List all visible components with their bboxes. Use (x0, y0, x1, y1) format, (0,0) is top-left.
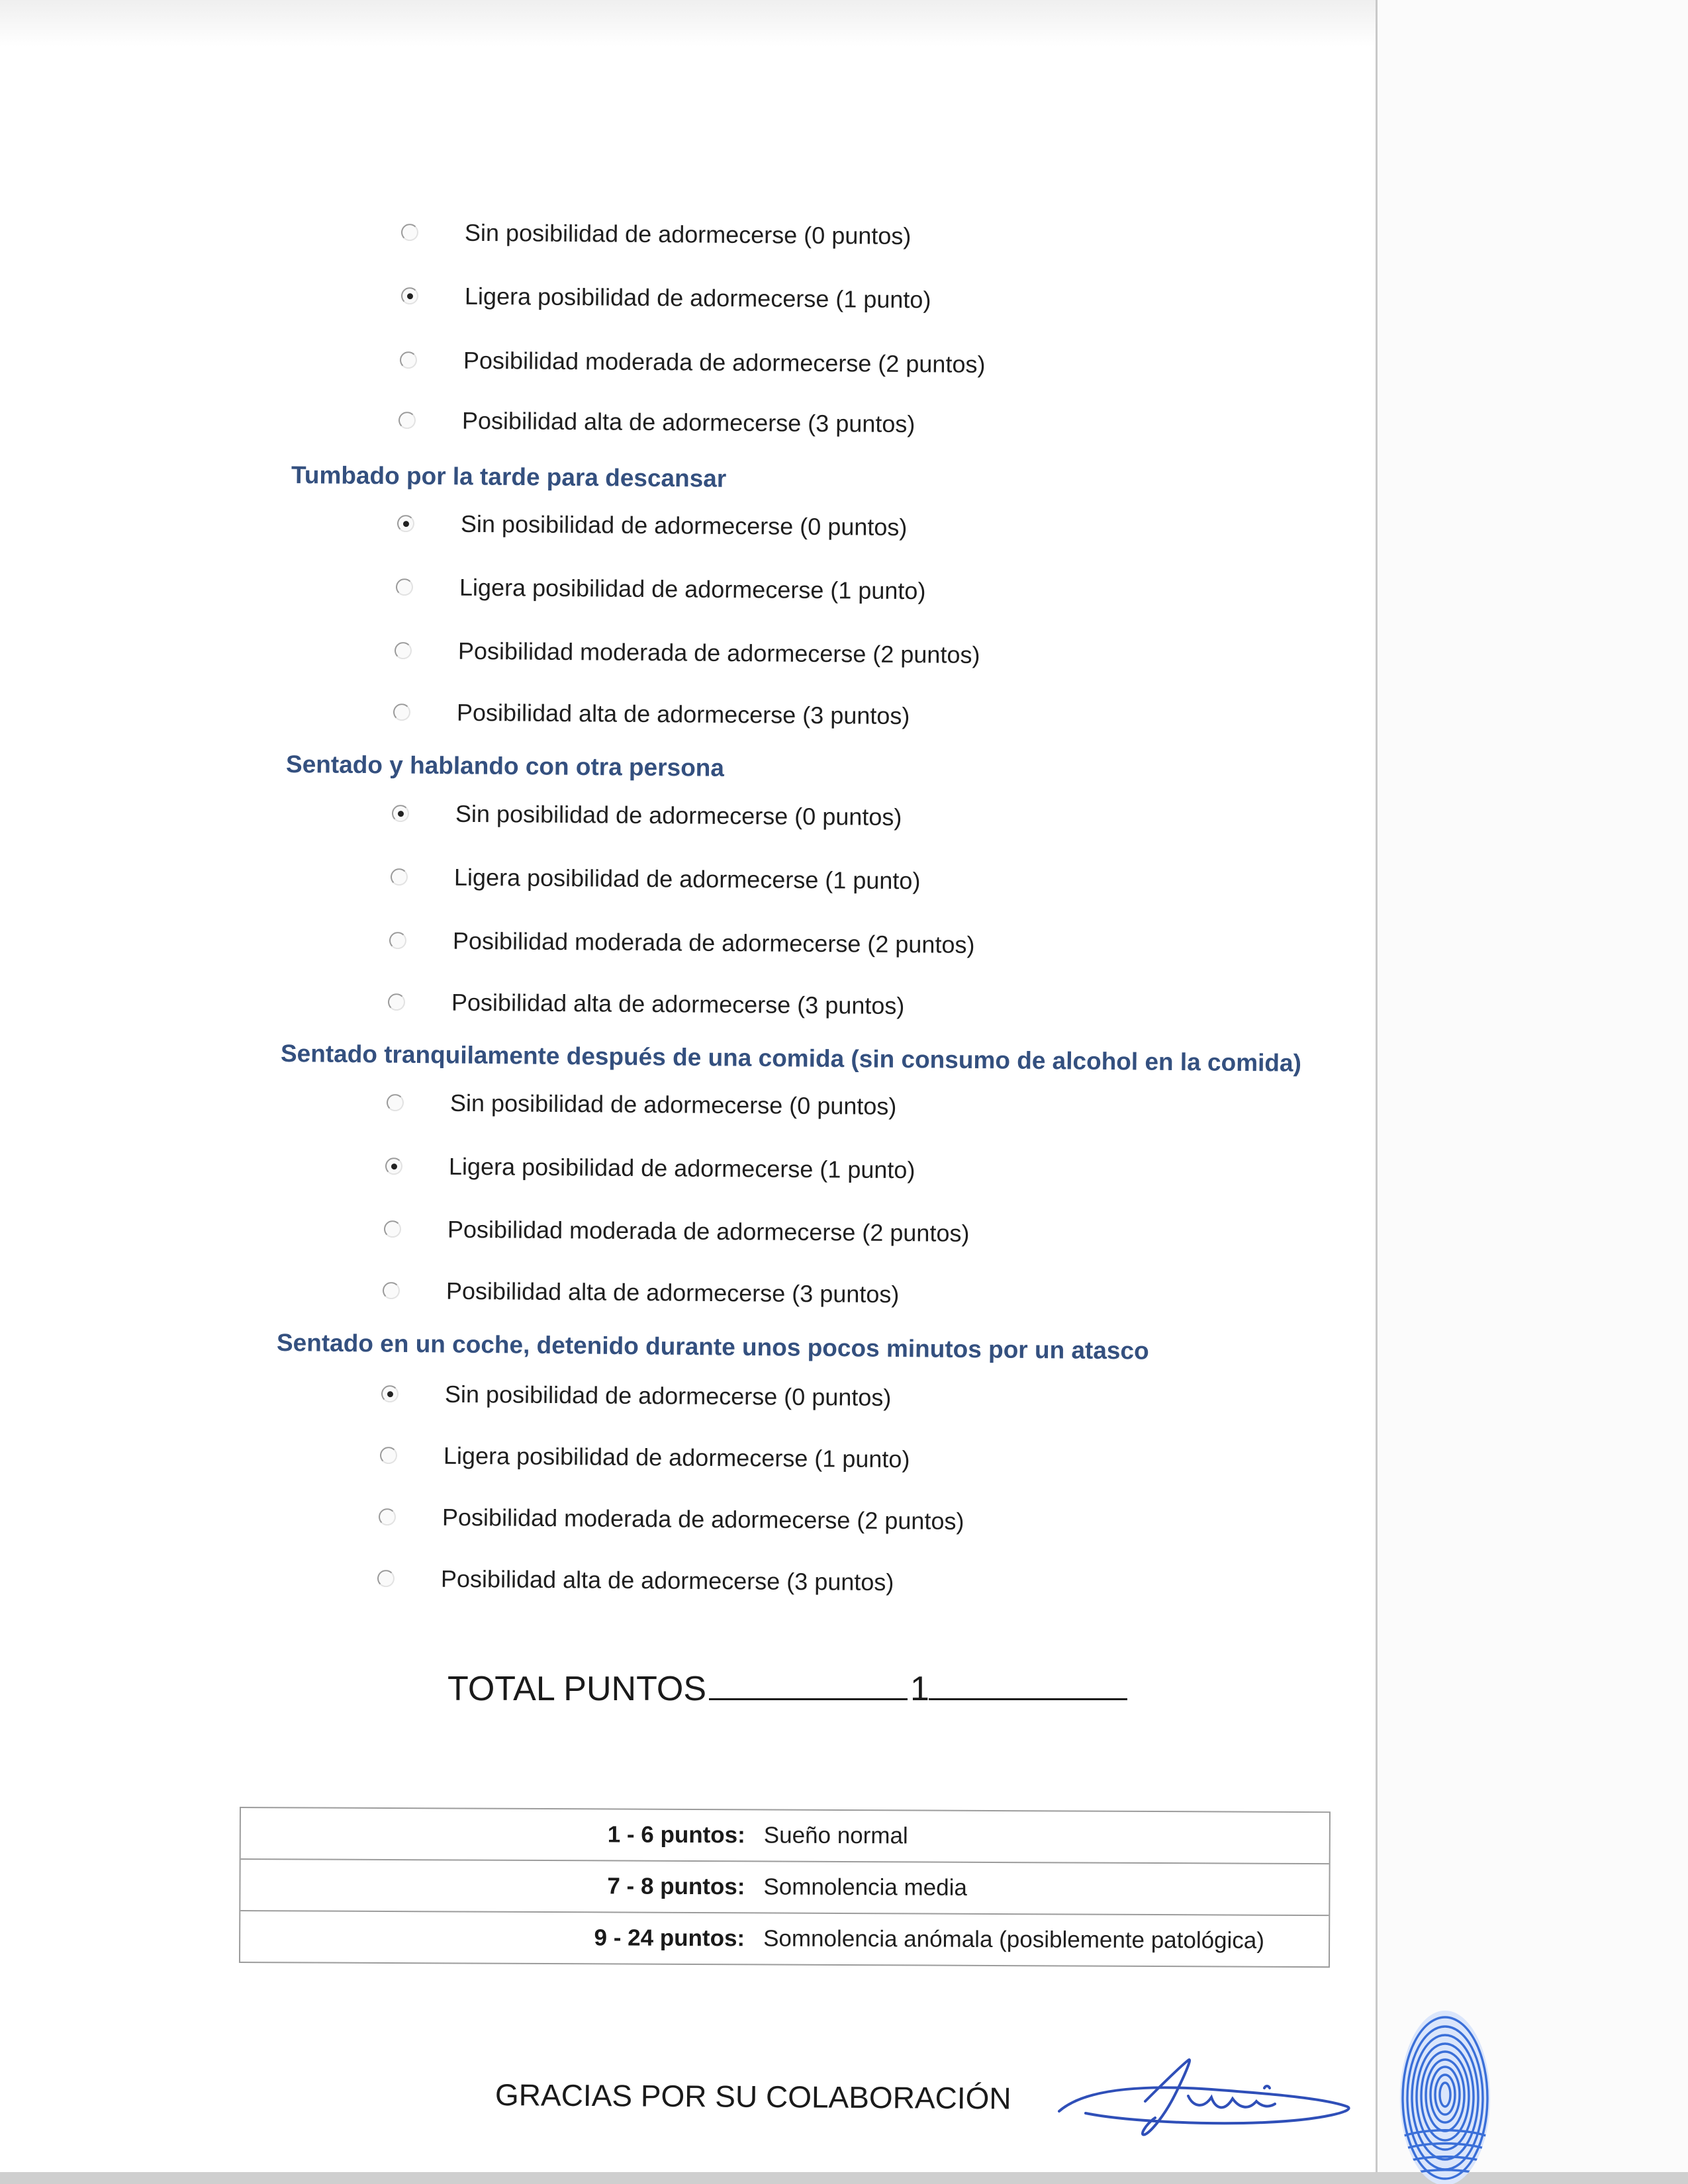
answer-option-label: Sin posibilidad de adormecerse (0 puntos) (464, 218, 912, 250)
radio-empty-icon[interactable] (388, 993, 405, 1011)
answer-option[interactable] (384, 1215, 970, 1248)
answer-option-label: Posibilidad moderada de adormecerse (2 puntos) (442, 1503, 964, 1535)
answer-option[interactable] (392, 799, 902, 831)
legend-description: Somnolencia anómala (posiblemente patológica) (763, 1925, 1265, 1954)
answer-option-label: Posibilidad moderada de adormecerse (2 puntos) (447, 1215, 970, 1247)
answer-option[interactable] (377, 1565, 894, 1596)
total-points (447, 1669, 1130, 1709)
radio-empty-icon[interactable] (401, 224, 418, 241)
legend-description: Sueño normal (763, 1822, 908, 1849)
closing-message: GRACIAS POR SU COLABORACIÓN (494, 2077, 1011, 2116)
answer-option-label: Posibilidad alta de adormecerse (3 puntos) (445, 1277, 900, 1308)
answer-option-label: Posibilidad alta de adormecerse (3 puntos) (451, 988, 905, 1020)
legend-row (240, 1911, 1329, 1966)
radio-empty-icon[interactable] (387, 1094, 404, 1111)
answer-option-label: Posibilidad alta de adormecerse (3 puntos) (461, 406, 915, 438)
legend-row (240, 1860, 1329, 1916)
answer-option[interactable] (399, 406, 915, 438)
score-legend-table (239, 1807, 1331, 1968)
radio-filled-icon[interactable] (381, 1385, 399, 1402)
answer-option-label: Posibilidad moderada de adormecerse (2 puntos) (457, 637, 980, 668)
answer-option[interactable] (387, 1089, 897, 1120)
radio-empty-icon[interactable] (393, 704, 410, 721)
radio-empty-icon[interactable] (379, 1508, 396, 1525)
answer-option[interactable] (395, 637, 980, 669)
total-value[interactable]: 1 (910, 1670, 929, 1708)
answer-option-label: Ligera posibilidad de adormecerse (1 punto) (459, 573, 926, 605)
fingerprint-image (1395, 2005, 1495, 2184)
answer-option-label: Sin posibilidad de adormecerse (0 puntos) (444, 1380, 892, 1412)
radio-filled-icon[interactable] (401, 287, 418, 304)
radio-empty-icon[interactable] (380, 1447, 397, 1464)
radio-empty-icon[interactable] (384, 1220, 401, 1238)
answer-option[interactable] (397, 510, 908, 541)
scan-margin (1378, 0, 1688, 2184)
section-title: Sentado en un coche, detenido durante unos pocos minutos por un atasco (276, 1329, 1149, 1365)
answer-option-label: Posibilidad alta de adormecerse (3 puntos) (440, 1565, 894, 1596)
answer-option[interactable] (401, 218, 912, 250)
section-title: Sentado y hablando con otra persona (285, 751, 725, 782)
radio-empty-icon[interactable] (389, 932, 406, 949)
radio-filled-icon[interactable] (397, 515, 414, 532)
legend-range: 1 - 6 puntos: (607, 1821, 745, 1848)
answer-option[interactable] (381, 1380, 892, 1412)
legend-description: Somnolencia media (763, 1874, 967, 1901)
answer-option-label: Posibilidad moderada de adormecerse (2 puntos) (463, 346, 986, 378)
answer-option[interactable] (401, 282, 931, 314)
answer-option[interactable] (391, 863, 921, 895)
radio-empty-icon[interactable] (396, 578, 413, 596)
answer-option-label: Posibilidad moderada de adormecerse (2 puntos) (452, 927, 975, 958)
answer-option[interactable] (380, 1441, 910, 1473)
radio-empty-icon[interactable] (383, 1282, 400, 1299)
radio-empty-icon[interactable] (395, 642, 412, 659)
radio-empty-icon[interactable] (377, 1570, 395, 1587)
section-title: Tumbado por la tarde para descansar (291, 461, 727, 492)
answer-option[interactable] (389, 927, 975, 959)
total-underline-left (709, 1698, 908, 1700)
total-label: TOTAL PUNTOS (447, 1670, 707, 1708)
answer-option-label: Ligera posibilidad de adormecerse (1 punto) (464, 282, 931, 314)
answer-option-label: Sin posibilidad de adormecerse (0 puntos) (460, 510, 908, 541)
answer-option[interactable] (383, 1277, 900, 1308)
answer-option-label: Ligera posibilidad de adormecerse (1 punto) (448, 1152, 915, 1184)
answer-option-label: Ligera posibilidad de adormecerse (1 punto) (453, 863, 921, 895)
answer-option[interactable] (379, 1503, 964, 1535)
legend-range: 9 - 24 puntos: (594, 1925, 745, 1952)
signature (1046, 2048, 1364, 2148)
radio-empty-icon[interactable] (391, 868, 408, 886)
radio-empty-icon[interactable] (400, 351, 417, 369)
answer-option[interactable] (385, 1152, 915, 1184)
page-edge (1376, 0, 1378, 2184)
section-title: Sentado tranquilamente después de una comida (sin consumo de alcohol en la comida) (280, 1040, 1302, 1077)
answer-option[interactable] (388, 988, 905, 1020)
answer-option[interactable] (396, 573, 926, 605)
answer-option[interactable] (400, 346, 986, 379)
answer-option-label: Ligera posibilidad de adormecerse (1 punto) (443, 1441, 910, 1473)
radio-filled-icon[interactable] (385, 1158, 402, 1175)
answer-option-label: Posibilidad alta de adormecerse (3 puntos) (456, 698, 910, 730)
radio-filled-icon[interactable] (392, 805, 409, 822)
answer-option-label: Sin posibilidad de adormecerse (0 puntos) (455, 799, 902, 831)
total-underline-right (929, 1698, 1127, 1700)
answer-option[interactable] (393, 698, 910, 730)
answer-option-label: Sin posibilidad de adormecerse (0 puntos) (449, 1089, 897, 1120)
radio-empty-icon[interactable] (399, 412, 416, 429)
legend-range: 7 - 8 puntos: (607, 1873, 745, 1900)
legend-row (241, 1808, 1329, 1864)
